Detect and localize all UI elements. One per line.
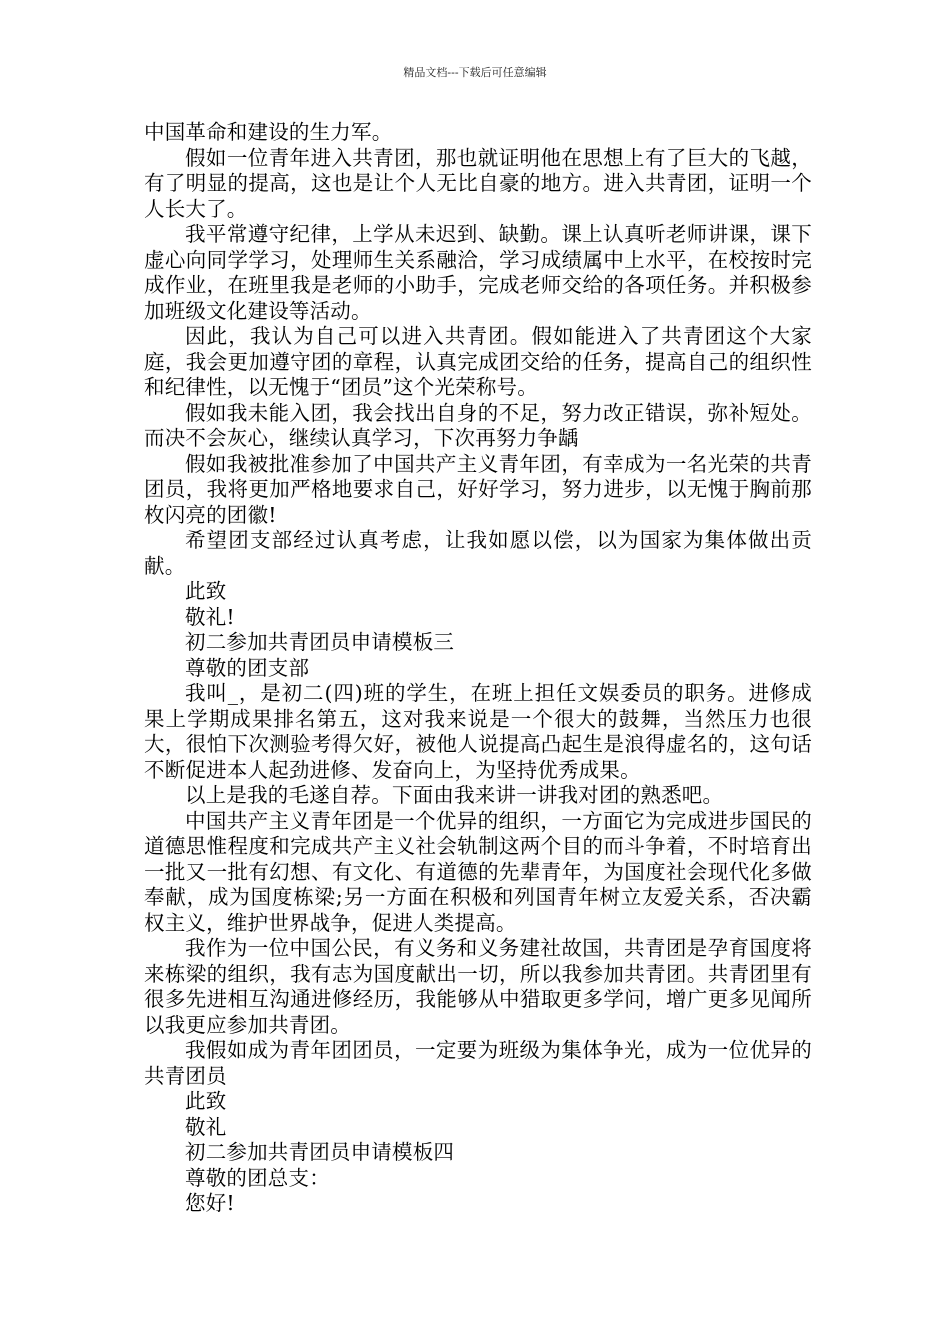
paragraph: 我作为一位中国公民，有义务和义务建社故国，共青团是孕育国度将来栋梁的组织，我有志为国度献出一切，所以我参加共青团。共青团里有很多先进相互沟通进修经历，我能够从中猎取更多学问，增广更多见闻所以我更应参加共青团。	[144, 936, 812, 1037]
letter-greeting: 尊敬的团支部	[185, 655, 310, 680]
paragraph: 我假如成为青年团团员，一定要为班级为集体争光，成为一位优异的共青团员	[144, 1038, 812, 1088]
document-body	[144, 120, 812, 1217]
section-title: 初二参加共青团员申请模板四	[185, 1140, 455, 1164]
paragraph: 以上是我的毛遂自荐。下面由我来讲一讲我对团的熟悉吧。	[185, 783, 724, 807]
closing-regards: 敬礼	[185, 1114, 227, 1139]
paragraph: 假如我被批准参加了中国共产主义青年团，有幸成为一名光荣的共青团员，我将更加严格地要求自己，好好学习，努力进步，以无愧于胸前那枚闪亮的团徽!	[144, 451, 812, 527]
section-title: 初二参加共青团员申请模板三	[185, 630, 455, 654]
paragraph: 因此，我认为自己可以进入共青团。假如能进入了共青团这个大家庭，我会更加遵守团的章程，认真完成团交给的任务，提高自己的组织性和纪律性，以无愧于“团员”这个光荣称号。	[144, 324, 812, 399]
paragraph: 假如我未能入团，我会找出自身的不足，努力改正错误，弥补短处。而决不会灰心，继续认真学习，下次再努力争龋	[144, 400, 812, 450]
letter-greeting: 尊敬的团总支：	[185, 1165, 330, 1190]
paragraph: 我平常遵守纪律，上学从未迟到、缺勤。课上认真听老师讲课，课下虚心向同学学习，处理师生关系融洽，学习成绩属中上水平，在校按时完成作业，在班里我是老师的小助手，完成老师交给的各项任务。并积极参加班级文化建设等活动。	[144, 222, 812, 323]
closing-regards: 敬礼!	[185, 604, 235, 629]
paragraph: 我叫_，是初二(四)班的学生，在班上担任文娱委员的职务。进修成果上学期成果排名第五，这对我来说是一个很大的鼓舞，当然压力也很大，很怕下次测验考得欠好，被他人说提高凸起生是浪得虚名的，这句话不断促进本人起劲进修、发奋向上，为坚持优秀成果。	[144, 681, 812, 782]
paragraph: 假如一位青年进入共青团，那也就证明他在思想上有了巨大的飞越，有了明显的提高，这也是让个人无比自豪的地方。进入共青团，证明一个人长大了。	[144, 145, 812, 221]
paragraph: 中国共产主义青年团是一个优异的组织，一方面它为完成进步国民的道德思惟程度和完成共产主义社会轨制这两个目的而斗争着，不时培育出一批又一批有幻想、有文化、有道德的先辈青年，为国度社会现代化多做奉献，成为国度栋梁;另一方面在积极和列国青年树立友爱关系，否决霸权主义，维护世界战争，促进人类提高。	[144, 808, 812, 935]
page-header: 精品文档---下载后可任意编辑	[403, 66, 547, 79]
letter-opening: 您好!	[185, 1191, 235, 1215]
paragraph: 中国革命和建设的生力军。	[144, 120, 393, 144]
closing-salutation: 此致	[185, 579, 227, 603]
closing-salutation: 此致	[185, 1089, 227, 1113]
paragraph: 希望团支部经过认真考虑，让我如愿以偿，以为国家为集体做出贡献。	[144, 528, 812, 578]
